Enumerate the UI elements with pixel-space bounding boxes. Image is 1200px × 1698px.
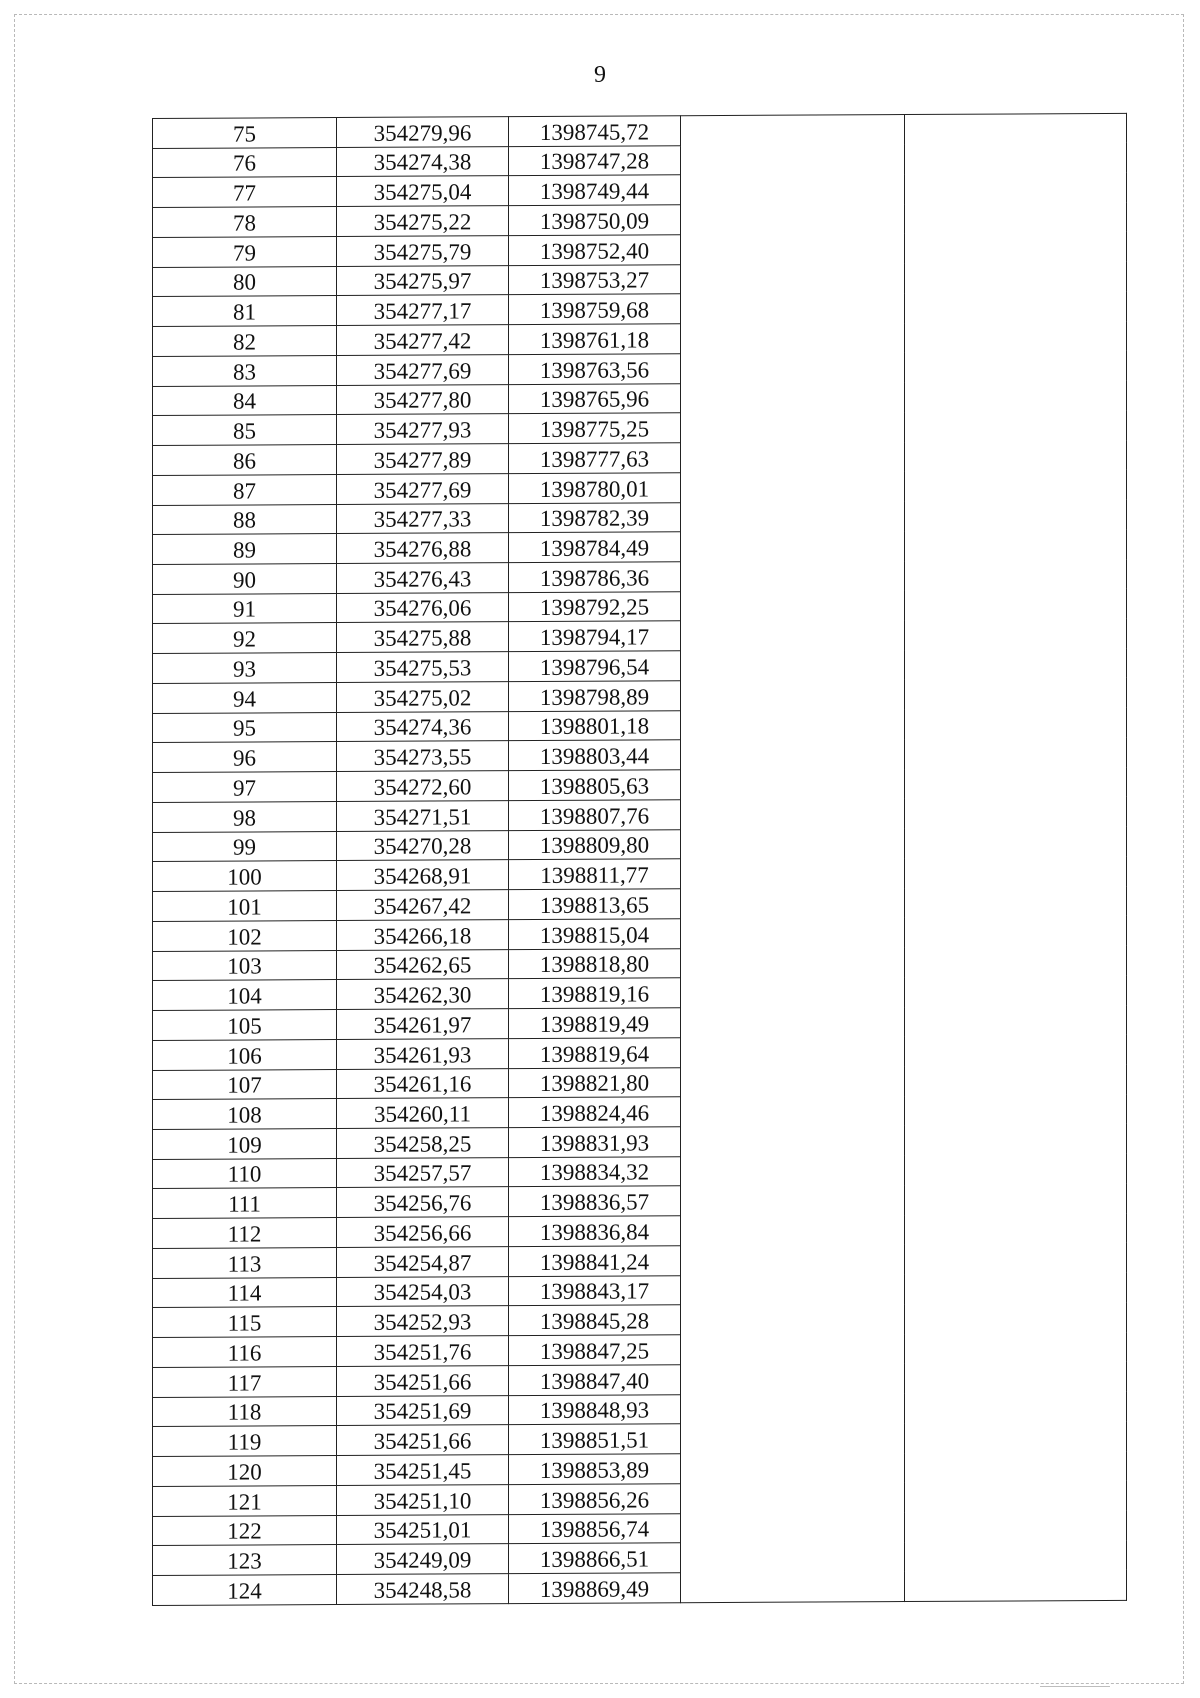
y-coordinate-cell: 1398856,74 — [509, 1513, 681, 1544]
point-number-cell: 112 — [153, 1218, 337, 1249]
x-coordinate-cell: 354251,10 — [337, 1484, 509, 1515]
point-number-cell: 122 — [153, 1515, 337, 1546]
y-coordinate-cell: 1398759,68 — [509, 294, 681, 325]
y-coordinate-cell: 1398809,80 — [509, 829, 681, 860]
y-coordinate-cell: 1398794,17 — [509, 621, 681, 652]
y-coordinate-cell: 1398765,96 — [509, 383, 681, 414]
point-number-cell: 118 — [153, 1396, 337, 1427]
y-coordinate-cell: 1398782,39 — [509, 502, 681, 533]
y-coordinate-cell: 1398819,64 — [509, 1037, 681, 1068]
x-coordinate-cell: 354277,80 — [337, 384, 509, 415]
y-coordinate-cell: 1398780,01 — [509, 473, 681, 504]
point-number-cell: 119 — [153, 1426, 337, 1457]
x-coordinate-cell: 354277,93 — [337, 414, 509, 445]
x-coordinate-cell: 354267,42 — [337, 890, 509, 921]
y-coordinate-cell: 1398847,25 — [509, 1335, 681, 1366]
x-coordinate-cell: 354275,53 — [337, 652, 509, 683]
y-coordinate-cell: 1398777,63 — [509, 443, 681, 474]
x-coordinate-cell: 354273,55 — [337, 741, 509, 772]
empty-column-cell — [681, 115, 905, 1603]
x-coordinate-cell: 354261,97 — [337, 1009, 509, 1040]
point-number-cell: 81 — [153, 296, 337, 327]
y-coordinate-cell: 1398869,49 — [509, 1573, 681, 1604]
x-coordinate-cell: 354266,18 — [337, 919, 509, 950]
y-coordinate-cell: 1398824,46 — [509, 1097, 681, 1128]
y-coordinate-cell: 1398856,26 — [509, 1484, 681, 1515]
coordinates-table — [152, 113, 1127, 1606]
x-coordinate-cell: 354277,69 — [337, 355, 509, 386]
table-row — [153, 113, 1127, 148]
point-number-cell: 95 — [153, 712, 337, 743]
y-coordinate-cell: 1398853,89 — [509, 1454, 681, 1485]
y-coordinate-cell: 1398819,49 — [509, 1008, 681, 1039]
x-coordinate-cell: 354275,04 — [337, 176, 509, 207]
y-coordinate-cell: 1398834,32 — [509, 1156, 681, 1187]
point-number-cell: 75 — [153, 118, 337, 149]
y-coordinate-cell: 1398847,40 — [509, 1365, 681, 1396]
page-number: 9 — [594, 62, 606, 88]
x-coordinate-cell: 354254,03 — [337, 1276, 509, 1307]
x-coordinate-cell: 354277,89 — [337, 444, 509, 475]
y-coordinate-cell: 1398798,89 — [509, 681, 681, 712]
point-number-cell: 89 — [153, 534, 337, 565]
x-coordinate-cell: 354260,11 — [337, 1098, 509, 1129]
y-coordinate-cell: 1398845,28 — [509, 1305, 681, 1336]
point-number-cell: 88 — [153, 504, 337, 535]
x-coordinate-cell: 354251,66 — [337, 1425, 509, 1456]
x-coordinate-cell: 354274,36 — [337, 711, 509, 742]
y-coordinate-cell: 1398843,17 — [509, 1275, 681, 1306]
x-coordinate-cell: 354249,09 — [337, 1544, 509, 1575]
point-number-cell: 100 — [153, 861, 337, 892]
x-coordinate-cell: 354261,93 — [337, 1038, 509, 1069]
point-number-cell: 99 — [153, 831, 337, 862]
y-coordinate-cell: 1398848,93 — [509, 1394, 681, 1425]
x-coordinate-cell: 354277,42 — [337, 325, 509, 356]
y-coordinate-cell: 1398836,84 — [509, 1216, 681, 1247]
point-number-cell: 102 — [153, 920, 337, 951]
point-number-cell: 108 — [153, 1099, 337, 1130]
point-number-cell: 121 — [153, 1485, 337, 1516]
x-coordinate-cell: 354252,93 — [337, 1306, 509, 1337]
point-number-cell: 87 — [153, 474, 337, 505]
y-coordinate-cell: 1398752,40 — [509, 235, 681, 266]
x-coordinate-cell: 354268,91 — [337, 860, 509, 891]
point-number-cell: 109 — [153, 1129, 337, 1160]
point-number-cell: 84 — [153, 385, 337, 416]
point-number-cell: 116 — [153, 1337, 337, 1368]
x-coordinate-cell: 354275,02 — [337, 682, 509, 713]
point-number-cell: 97 — [153, 772, 337, 803]
x-coordinate-cell: 354275,88 — [337, 622, 509, 653]
x-coordinate-cell: 354251,66 — [337, 1365, 509, 1396]
y-coordinate-cell: 1398749,44 — [509, 175, 681, 206]
x-coordinate-cell: 354261,16 — [337, 1068, 509, 1099]
point-number-cell: 115 — [153, 1307, 337, 1338]
x-coordinate-cell: 354262,30 — [337, 979, 509, 1010]
y-coordinate-cell: 1398821,80 — [509, 1067, 681, 1098]
point-number-cell: 101 — [153, 891, 337, 922]
point-number-cell: 85 — [153, 415, 337, 446]
x-coordinate-cell: 354277,69 — [337, 473, 509, 504]
y-coordinate-cell: 1398805,63 — [509, 770, 681, 801]
y-coordinate-cell: 1398801,18 — [509, 710, 681, 741]
y-coordinate-cell: 1398851,51 — [509, 1424, 681, 1455]
point-number-cell: 79 — [153, 236, 337, 267]
point-number-cell: 83 — [153, 355, 337, 386]
x-coordinate-cell: 354251,01 — [337, 1514, 509, 1545]
x-coordinate-cell: 354248,58 — [337, 1574, 509, 1605]
x-coordinate-cell: 354271,51 — [337, 801, 509, 832]
x-coordinate-cell: 354275,79 — [337, 236, 509, 267]
y-coordinate-cell: 1398761,18 — [509, 324, 681, 355]
coordinates-table-body — [153, 113, 1127, 1605]
y-coordinate-cell: 1398819,16 — [509, 978, 681, 1009]
y-coordinate-cell: 1398831,93 — [509, 1127, 681, 1158]
y-coordinate-cell: 1398786,36 — [509, 562, 681, 593]
y-coordinate-cell: 1398763,56 — [509, 354, 681, 385]
point-number-cell: 105 — [153, 1010, 337, 1041]
point-number-cell: 98 — [153, 801, 337, 832]
point-number-cell: 82 — [153, 326, 337, 357]
y-coordinate-cell: 1398775,25 — [509, 413, 681, 444]
y-coordinate-cell: 1398815,04 — [509, 919, 681, 950]
point-number-cell: 91 — [153, 593, 337, 624]
y-coordinate-cell: 1398818,80 — [509, 948, 681, 979]
y-coordinate-cell: 1398811,77 — [509, 859, 681, 890]
x-coordinate-cell: 354277,17 — [337, 295, 509, 326]
point-number-cell: 90 — [153, 564, 337, 595]
point-number-cell: 80 — [153, 266, 337, 297]
x-coordinate-cell: 354274,38 — [337, 146, 509, 177]
y-coordinate-cell: 1398796,54 — [509, 651, 681, 682]
y-coordinate-cell: 1398750,09 — [509, 205, 681, 236]
point-number-cell: 96 — [153, 742, 337, 773]
point-number-cell: 103 — [153, 950, 337, 981]
x-coordinate-cell: 354254,87 — [337, 1247, 509, 1278]
x-coordinate-cell: 354276,43 — [337, 563, 509, 594]
point-number-cell: 104 — [153, 980, 337, 1011]
y-coordinate-cell: 1398813,65 — [509, 889, 681, 920]
y-coordinate-cell: 1398784,49 — [509, 532, 681, 563]
point-number-cell: 117 — [153, 1366, 337, 1397]
scan-edge-mark — [1040, 1686, 1110, 1687]
point-number-cell: 113 — [153, 1247, 337, 1278]
x-coordinate-cell: 354279,96 — [337, 117, 509, 148]
x-coordinate-cell: 354256,66 — [337, 1217, 509, 1248]
x-coordinate-cell: 354251,45 — [337, 1455, 509, 1486]
y-coordinate-cell: 1398803,44 — [509, 740, 681, 771]
y-coordinate-cell: 1398792,25 — [509, 591, 681, 622]
x-coordinate-cell: 354277,33 — [337, 503, 509, 534]
x-coordinate-cell: 354276,88 — [337, 533, 509, 564]
x-coordinate-cell: 354270,28 — [337, 830, 509, 861]
y-coordinate-cell: 1398841,24 — [509, 1246, 681, 1277]
point-number-cell: 92 — [153, 623, 337, 654]
point-number-cell: 123 — [153, 1545, 337, 1576]
y-coordinate-cell: 1398836,57 — [509, 1186, 681, 1217]
empty-column-cell — [905, 113, 1127, 1601]
point-number-cell: 111 — [153, 1188, 337, 1219]
point-number-cell: 93 — [153, 653, 337, 684]
point-number-cell: 77 — [153, 177, 337, 208]
x-coordinate-cell: 354251,76 — [337, 1336, 509, 1367]
point-number-cell: 86 — [153, 445, 337, 476]
x-coordinate-cell: 354276,06 — [337, 592, 509, 623]
x-coordinate-cell: 354258,25 — [337, 1128, 509, 1159]
point-number-cell: 110 — [153, 1158, 337, 1189]
x-coordinate-cell: 354256,76 — [337, 1187, 509, 1218]
y-coordinate-cell: 1398745,72 — [509, 116, 681, 147]
x-coordinate-cell: 354272,60 — [337, 771, 509, 802]
point-number-cell: 124 — [153, 1575, 337, 1606]
y-coordinate-cell: 1398807,76 — [509, 800, 681, 831]
x-coordinate-cell: 354257,57 — [337, 1157, 509, 1188]
point-number-cell: 107 — [153, 1069, 337, 1100]
point-number-cell: 76 — [153, 147, 337, 178]
point-number-cell: 106 — [153, 1039, 337, 1070]
x-coordinate-cell: 354262,65 — [337, 949, 509, 980]
point-number-cell: 120 — [153, 1456, 337, 1487]
x-coordinate-cell: 354251,69 — [337, 1395, 509, 1426]
point-number-cell: 94 — [153, 682, 337, 713]
point-number-cell: 114 — [153, 1277, 337, 1308]
x-coordinate-cell: 354275,97 — [337, 265, 509, 296]
y-coordinate-cell: 1398747,28 — [509, 145, 681, 176]
x-coordinate-cell: 354275,22 — [337, 206, 509, 237]
y-coordinate-cell: 1398866,51 — [509, 1543, 681, 1574]
y-coordinate-cell: 1398753,27 — [509, 264, 681, 295]
point-number-cell: 78 — [153, 207, 337, 238]
